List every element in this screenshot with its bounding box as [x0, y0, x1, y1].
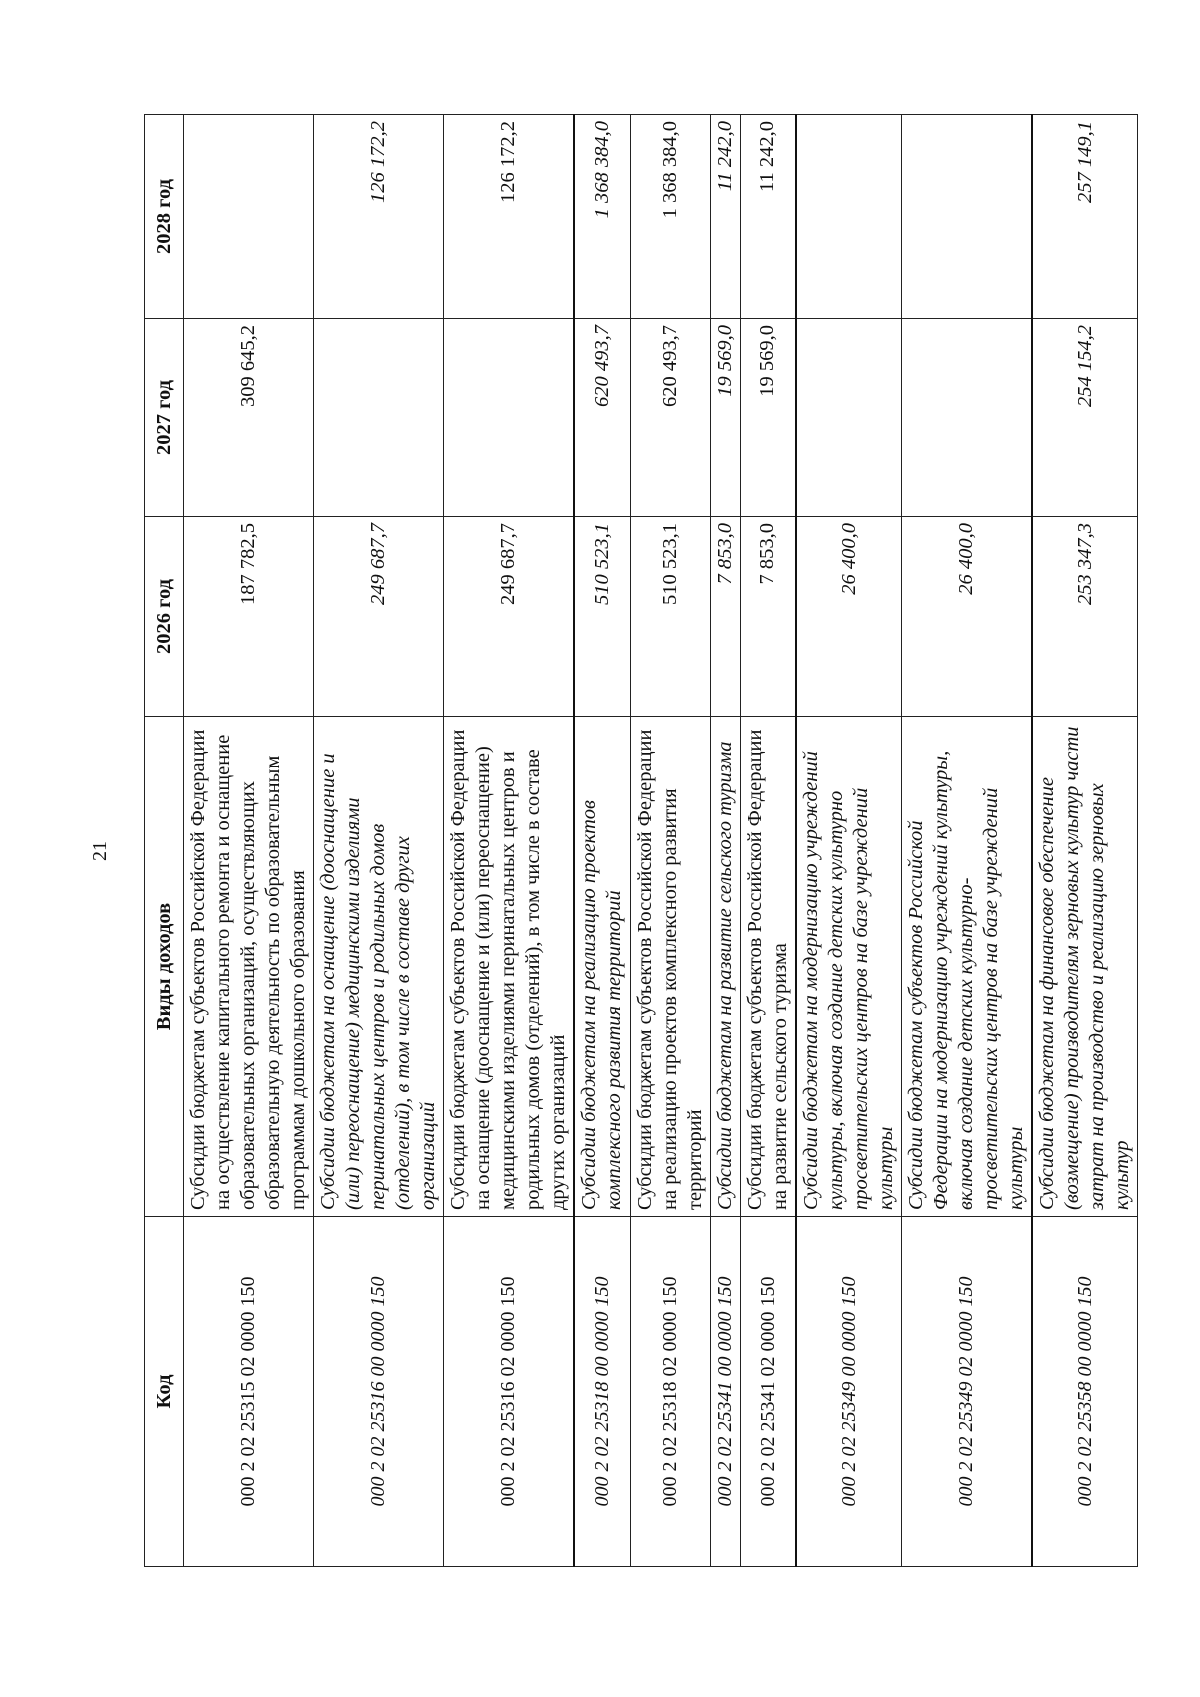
row-description: Субсидии бюджетам на финансовое обеспечение (возмещение) производителям зерновых культур части затрат на производство и реализацию зерновых культур: [1032, 717, 1138, 1217]
row-code: 000 2 02 25318 02 0000 150: [630, 1217, 710, 1567]
table-header-row: [145, 115, 184, 1567]
row-value-2028: [184, 115, 314, 319]
row-description: Субсидии бюджетам на реализацию проектов комплексного развития территорий: [574, 717, 630, 1217]
table-row: [710, 115, 740, 1567]
revenue-table-container: [144, 115, 1133, 1567]
row-value-2027: 620 493,7: [630, 319, 710, 517]
row-code: 000 2 02 25358 00 0000 150: [1032, 1217, 1138, 1567]
row-value-2027: 620 493,7: [574, 319, 630, 517]
row-value-2026: 253 347,3: [1032, 517, 1138, 717]
row-value-2028: 1 368 384,0: [630, 115, 710, 319]
row-value-2028: [902, 115, 1033, 319]
table-row: [630, 115, 710, 1567]
row-value-2027: [314, 319, 444, 517]
revenue-table: [144, 114, 1138, 1567]
row-value-2027: 19 569,0: [740, 319, 796, 517]
row-value-2026: 26 400,0: [796, 517, 902, 717]
row-value-2028: 11 242,0: [740, 115, 796, 319]
table-row: [184, 115, 314, 1567]
row-value-2027: [902, 319, 1033, 517]
row-code: 000 2 02 25341 00 0000 150: [710, 1217, 740, 1567]
header-year-2026: 2026 год: [145, 517, 184, 717]
row-value-2028: 1 368 384,0: [574, 115, 630, 319]
row-code: 000 2 02 25316 00 0000 150: [314, 1217, 444, 1567]
row-value-2026: 249 687,7: [444, 517, 575, 717]
header-code: Код: [145, 1217, 184, 1567]
row-value-2027: [796, 319, 902, 517]
row-description: Субсидии бюджетам на развитие сельского туризма: [710, 717, 740, 1217]
table-row: [796, 115, 902, 1567]
row-description: Субсидии бюджетам на оснащение (дооснащение и (или) переоснащение) медицинскими изделиями перинатальных центров и родильных домов (отделений), в том числе в составе других организаций: [314, 717, 444, 1217]
row-description: Субсидии бюджетам субъектов Российской Федерации на реализацию проектов комплексного развития территорий: [630, 717, 710, 1217]
row-code: 000 2 02 25316 02 0000 150: [444, 1217, 575, 1567]
row-description: Субсидии бюджетам субъектов Российской Федерации на модернизацию учреждений культуры, включая создание детских культурно-просветительских центров на базе учреждений культуры: [902, 717, 1033, 1217]
row-description: Субсидии бюджетам субъектов Российской Федерации на оснащение (дооснащение и (или) переоснащение) медицинскими изделиями перинатальных центров и родильных домов (отделений), в том числе в составе других организаций: [444, 717, 575, 1217]
row-value-2028: 126 172,2: [444, 115, 575, 319]
header-revenue-types: Виды доходов: [145, 717, 184, 1217]
row-value-2027: 309 645,2: [184, 319, 314, 517]
row-description: Субсидии бюджетам субъектов Российской Федерации на развитие сельского туризма: [740, 717, 796, 1217]
header-year-2027: 2027 год: [145, 319, 184, 517]
table-row: [1032, 115, 1138, 1567]
row-description: Субсидии бюджетам субъектов Российской Федерации на осуществление капитального ремонта и оснащение образовательных организаций, осуществляющих образовательную деятельность по образовательным программам дошкольного образования: [184, 717, 314, 1217]
row-value-2027: [444, 319, 575, 517]
row-value-2026: 510 523,1: [574, 517, 630, 717]
row-code: 000 2 02 25349 02 0000 150: [902, 1217, 1033, 1567]
row-value-2028: 126 172,2: [314, 115, 444, 319]
row-value-2026: 187 782,5: [184, 517, 314, 717]
row-value-2026: 7 853,0: [710, 517, 740, 717]
table-row: [902, 115, 1033, 1567]
row-code: 000 2 02 25318 00 0000 150: [574, 1217, 630, 1567]
row-value-2028: 257 149,1: [1032, 115, 1138, 319]
table-row: [574, 115, 630, 1567]
row-code: 000 2 02 25315 02 0000 150: [184, 1217, 314, 1567]
page-number: 21: [89, 841, 111, 861]
row-value-2026: 26 400,0: [902, 517, 1033, 717]
row-value-2026: 510 523,1: [630, 517, 710, 717]
row-value-2028: 11 242,0: [710, 115, 740, 319]
row-value-2026: 7 853,0: [740, 517, 796, 717]
row-code: 000 2 02 25341 02 0000 150: [740, 1217, 796, 1567]
row-value-2027: 254 154,2: [1032, 319, 1138, 517]
table-row: [740, 115, 796, 1567]
table-row: [314, 115, 444, 1567]
row-description: Субсидии бюджетам на модернизацию учреждений культуры, включая создание детских культурно просветительских центров на базе учреждений культуры: [796, 717, 902, 1217]
header-year-2028: 2028 год: [145, 115, 184, 319]
row-code: 000 2 02 25349 00 0000 150: [796, 1217, 902, 1567]
row-value-2026: 249 687,7: [314, 517, 444, 717]
row-value-2027: 19 569,0: [710, 319, 740, 517]
table-row: [444, 115, 575, 1567]
row-value-2028: [796, 115, 902, 319]
